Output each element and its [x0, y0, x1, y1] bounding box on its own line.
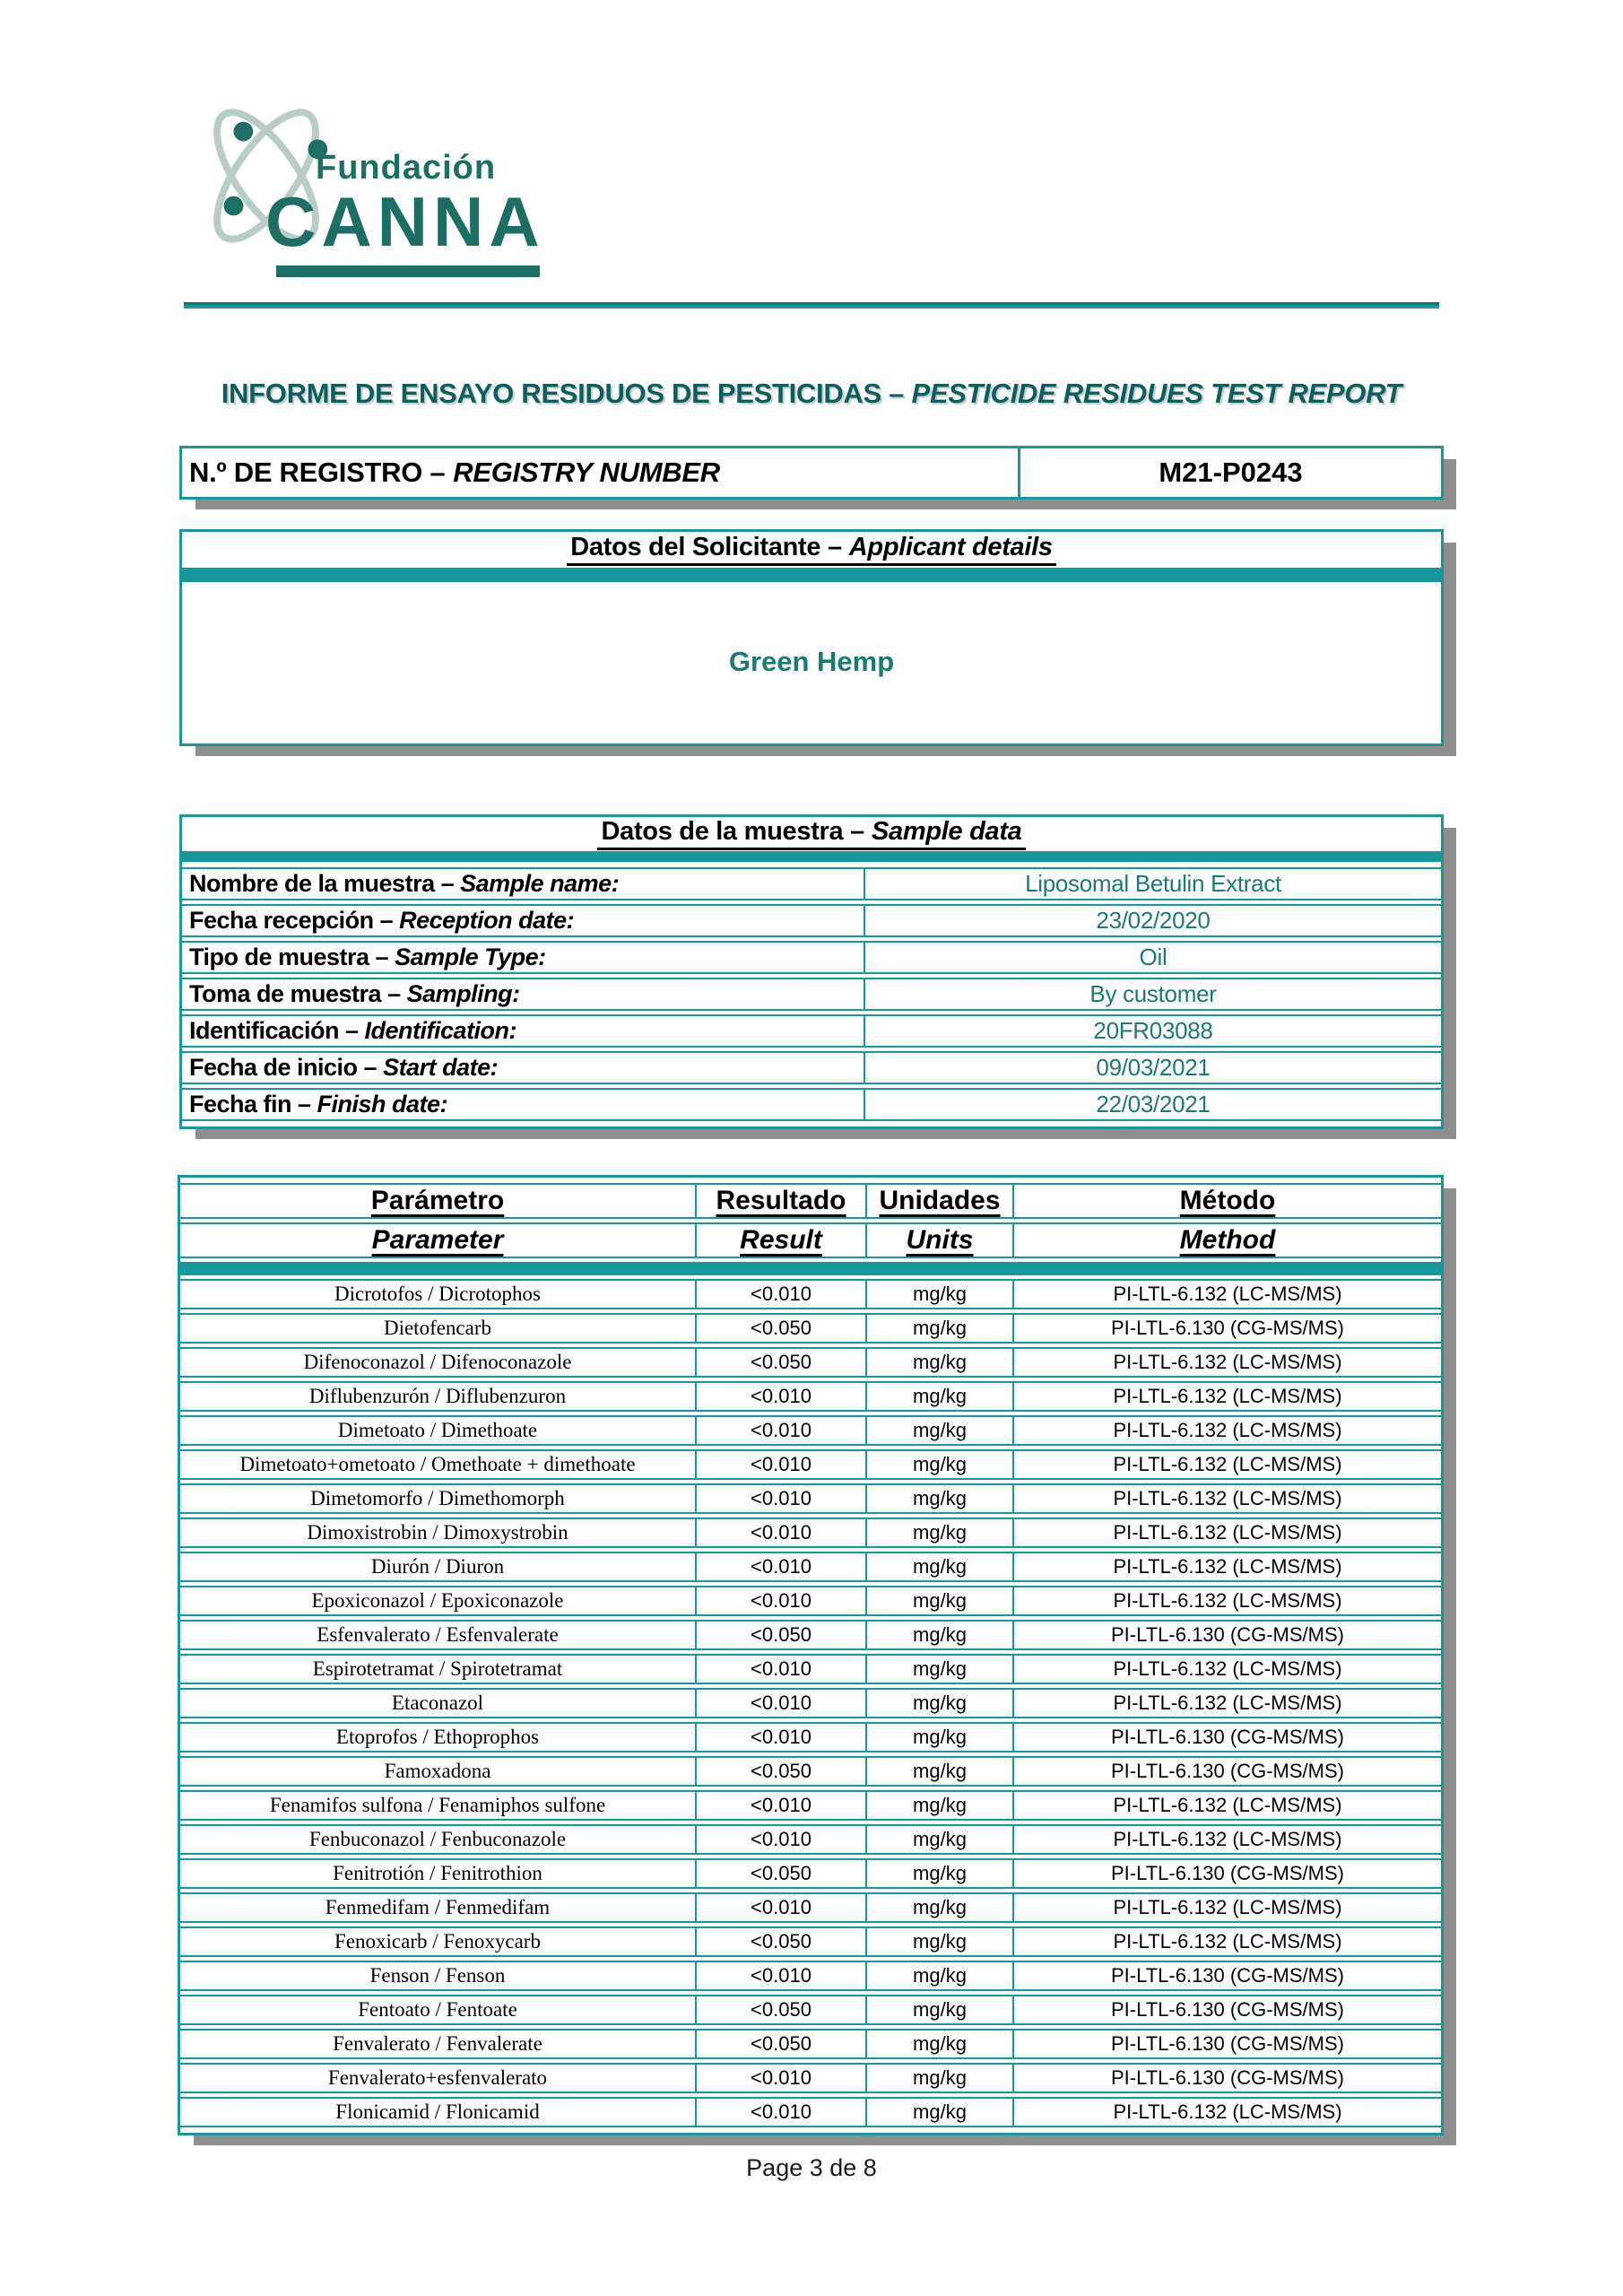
result-cell-result: <0.050 [697, 1758, 867, 1785]
result-cell-parameter: Dicrotofos / Dicrotophos [180, 1281, 697, 1308]
sample-header-bar [182, 849, 1441, 864]
column-header-metodo-text: Método [1179, 1186, 1276, 1215]
result-cell-parameter: Diflubenzurón / Diflubenzuron [180, 1383, 697, 1410]
results-table-row [180, 1552, 1441, 1582]
result-cell-method: PI-LTL-6.132 (LC-MS/MS) [1113, 1896, 1342, 1918]
column-header-units-text: Units [906, 1225, 974, 1255]
result-cell-units: mg/kg [867, 1962, 1014, 1989]
result-cell-result: <0.010 [697, 1690, 867, 1717]
sample-field-label-es: Nombre de la muestra – [189, 870, 455, 897]
result-cell-units: mg/kg [867, 1519, 1014, 1546]
result-cell-result: <0.010 [697, 1417, 867, 1444]
result-cell-units: mg/kg [867, 1656, 1014, 1683]
header-divider-rule [184, 302, 1439, 309]
result-cell-units: mg/kg [867, 2099, 1014, 2126]
results-table-row [180, 1415, 1441, 1446]
result-cell-result: <0.050 [697, 1860, 867, 1887]
result-cell-units: mg/kg [867, 1826, 1014, 1853]
result-cell-method: PI-LTL-6.132 (LC-MS/MS) [1113, 1385, 1342, 1407]
sample-field-label-es: Tipo de muestra – [189, 944, 389, 970]
sample-data-box [179, 814, 1444, 1129]
results-table-row [180, 1790, 1441, 1821]
result-cell-units: mg/kg [867, 1928, 1014, 1955]
result-cell-result: <0.010 [697, 2099, 867, 2126]
results-table-row [180, 1620, 1441, 1650]
result-cell-method: PI-LTL-6.132 (LC-MS/MS) [1113, 1453, 1342, 1475]
result-cell-units: mg/kg [867, 1417, 1014, 1444]
result-cell-method: PI-LTL-6.130 (CG-MS/MS) [1111, 1760, 1344, 1782]
results-table-row [180, 1688, 1441, 1718]
results-table-row [180, 1347, 1441, 1378]
registry-number-box [179, 446, 1444, 500]
result-cell-parameter: Dimetoato+ometoato / Omethoate + dimethoate [180, 1451, 697, 1478]
report-title-es: INFORME DE ENSAYO RESIDUOS DE PESTICIDAS – [221, 378, 905, 409]
result-cell-parameter: Fenvalerato / Fenvalerate [180, 2031, 697, 2057]
result-cell-parameter: Flonicamid / Flonicamid [180, 2099, 697, 2126]
sample-field-label-en: Sample name: [460, 870, 620, 897]
sample-field-value: 20FR03088 [1093, 1017, 1213, 1044]
applicant-title-en: Applicant details [848, 532, 1053, 561]
result-cell-units: mg/kg [867, 1622, 1014, 1648]
registry-label-es: N.º DE REGISTRO – [189, 457, 446, 488]
results-table-row [180, 1483, 1441, 1514]
result-cell-units: mg/kg [867, 1587, 1014, 1614]
result-cell-parameter: Fenvalerato+esfenvalerato [180, 2065, 697, 2092]
sample-data-row [182, 941, 1441, 974]
result-cell-parameter: Fenmedifam / Fenmedifam [180, 1894, 697, 1921]
column-header-resultado [697, 1185, 867, 1217]
result-cell-units: mg/kg [867, 1383, 1014, 1410]
result-cell-result: <0.050 [697, 1349, 867, 1376]
sample-field-label [182, 1090, 865, 1119]
results-table-row [180, 1586, 1441, 1616]
column-header-parametro [180, 1185, 697, 1217]
logo-text-canna: CANNA [265, 182, 545, 261]
result-cell-method: PI-LTL-6.132 (LC-MS/MS) [1113, 1589, 1342, 1612]
result-cell-result: <0.010 [697, 1485, 867, 1512]
sample-data-row [182, 1051, 1441, 1084]
result-cell-method: PI-LTL-6.130 (CG-MS/MS) [1111, 1623, 1344, 1646]
results-table-row [180, 1756, 1441, 1787]
result-cell-parameter: Fentoato / Fentoate [180, 1996, 697, 2023]
result-cell-method: PI-LTL-6.132 (LC-MS/MS) [1113, 1419, 1342, 1441]
result-cell-result: <0.050 [697, 1996, 867, 2023]
result-cell-parameter: Dimoxistrobin / Dimoxystrobin [180, 1519, 697, 1546]
sample-title-es: Datos de la muestra – [601, 816, 864, 846]
results-header-row-es [180, 1183, 1441, 1219]
results-table-row [180, 2029, 1441, 2059]
result-cell-result: <0.010 [697, 1962, 867, 1989]
result-cell-parameter: Etoprofos / Ethoprophos [180, 1724, 697, 1751]
result-cell-parameter: Espirotetramat / Spirotetramat [180, 1656, 697, 1683]
result-cell-method: PI-LTL-6.132 (LC-MS/MS) [1113, 2100, 1342, 2123]
results-table-row [180, 1824, 1441, 1855]
column-header-method-text: Method [1179, 1225, 1276, 1255]
sample-field-label-es: Identificación – [189, 1017, 359, 1044]
results-table-row [180, 1518, 1441, 1548]
result-cell-units: mg/kg [867, 1485, 1014, 1512]
column-header-result [697, 1224, 867, 1257]
sample-data-row [182, 1014, 1441, 1048]
results-table-row [180, 1926, 1441, 1957]
results-table-row [180, 1381, 1441, 1412]
result-cell-result: <0.010 [697, 2065, 867, 2092]
result-cell-method: PI-LTL-6.132 (LC-MS/MS) [1113, 1794, 1342, 1816]
results-table-row [180, 2097, 1441, 2127]
sample-field-label-en: Reception date: [399, 907, 575, 934]
column-header-result-text: Result [740, 1225, 822, 1255]
results-table-row [180, 1722, 1441, 1752]
sample-data-row [182, 1088, 1441, 1121]
column-header-unidades-text: Unidades [879, 1186, 1001, 1215]
result-cell-result: <0.010 [697, 1383, 867, 1410]
result-cell-parameter: Fenamifos sulfona / Fenamiphos sulfone [180, 1792, 697, 1819]
logo-underline [276, 265, 540, 277]
result-cell-result: <0.010 [697, 1724, 867, 1751]
result-cell-method: PI-LTL-6.130 (CG-MS/MS) [1111, 1998, 1344, 2021]
result-cell-result: <0.050 [697, 1315, 867, 1342]
result-cell-result: <0.010 [697, 1894, 867, 1921]
column-header-parameter-text: Parameter [371, 1225, 504, 1255]
results-table-row [180, 1995, 1441, 2025]
sample-field-value: Oil [1139, 944, 1167, 970]
result-cell-parameter: Dietofencarb [180, 1315, 697, 1342]
result-cell-result: <0.050 [697, 1928, 867, 1955]
result-cell-parameter: Esfenvalerato / Esfenvalerate [180, 1622, 697, 1648]
report-title-en: PESTICIDE RESIDUES TEST REPORT [911, 378, 1402, 409]
applicant-header-bar [182, 566, 1441, 584]
result-cell-method: PI-LTL-6.132 (LC-MS/MS) [1113, 1930, 1342, 1952]
result-cell-method: PI-LTL-6.132 (LC-MS/MS) [1113, 1351, 1342, 1373]
results-table-row [180, 2063, 1441, 2093]
result-cell-result: <0.010 [697, 1281, 867, 1308]
result-cell-method: PI-LTL-6.130 (CG-MS/MS) [1111, 1726, 1344, 1748]
result-cell-result: <0.050 [697, 2031, 867, 2057]
result-cell-method: PI-LTL-6.132 (LC-MS/MS) [1113, 1283, 1342, 1305]
result-cell-result: <0.010 [697, 1519, 867, 1546]
result-cell-method: PI-LTL-6.132 (LC-MS/MS) [1113, 1657, 1342, 1680]
sample-title-en: Sample data [871, 816, 1022, 846]
result-cell-parameter: Difenoconazol / Difenoconazole [180, 1349, 697, 1376]
result-cell-units: mg/kg [867, 1690, 1014, 1717]
result-cell-parameter: Fenoxicarb / Fenoxycarb [180, 1928, 697, 1955]
result-cell-parameter: Dimetoato / Dimethoate [180, 1417, 697, 1444]
applicant-title-es: Datos del Solicitante – [570, 532, 842, 561]
results-table-row [180, 1858, 1441, 1889]
result-cell-method: PI-LTL-6.132 (LC-MS/MS) [1113, 1555, 1342, 1578]
sample-field-label-en: Sample Type: [395, 944, 546, 970]
result-cell-units: mg/kg [867, 1281, 1014, 1308]
sample-field-value: 22/03/2021 [1096, 1091, 1211, 1118]
sample-field-label [182, 943, 865, 972]
sample-field-label-es: Fecha fin – [189, 1091, 311, 1118]
sample-field-value: Liposomal Betulin Extract [1025, 870, 1281, 897]
sample-field-label-en: Start date: [383, 1054, 499, 1081]
result-cell-units: mg/kg [867, 1758, 1014, 1785]
result-cell-units: mg/kg [867, 1894, 1014, 1921]
result-cell-method: PI-LTL-6.130 (CG-MS/MS) [1111, 2032, 1344, 2055]
result-cell-parameter: Fenbuconazol / Fenbuconazole [180, 1826, 697, 1853]
sample-field-label [182, 1016, 865, 1046]
registry-value: M21-P0243 [1159, 457, 1303, 488]
result-cell-method: PI-LTL-6.130 (CG-MS/MS) [1111, 1862, 1344, 1884]
result-cell-parameter: Fenitrotión / Fenitrothion [180, 1860, 697, 1887]
result-cell-units: mg/kg [867, 1724, 1014, 1751]
result-cell-units: mg/kg [867, 1553, 1014, 1580]
result-cell-units: mg/kg [867, 1792, 1014, 1819]
column-header-units [867, 1224, 1014, 1257]
result-cell-result: <0.010 [697, 1553, 867, 1580]
result-cell-parameter: Epoxiconazol / Epoxiconazole [180, 1587, 697, 1614]
sample-box-title [182, 817, 1441, 849]
results-table-row [180, 1313, 1441, 1344]
result-cell-method: PI-LTL-6.130 (CG-MS/MS) [1111, 1964, 1344, 1987]
sample-field-label-es: Toma de muestra – [189, 980, 401, 1007]
column-header-metodo [1014, 1185, 1441, 1217]
results-table-row [180, 1961, 1441, 1991]
column-header-parameter [180, 1224, 697, 1257]
result-cell-method: PI-LTL-6.132 (LC-MS/MS) [1113, 1521, 1342, 1544]
result-cell-method: PI-LTL-6.132 (LC-MS/MS) [1113, 1487, 1342, 1509]
result-cell-units: mg/kg [867, 2031, 1014, 2057]
applicant-box-title-text [567, 533, 1055, 566]
sample-box-title-text [597, 817, 1025, 850]
sample-field-label-en: Finish date: [317, 1091, 448, 1118]
registry-label [182, 448, 1020, 497]
column-header-unidades [867, 1185, 1014, 1217]
registry-label-en: REGISTRY NUMBER [453, 457, 720, 488]
result-cell-units: mg/kg [867, 1451, 1014, 1478]
pesticide-results-table [178, 1175, 1444, 2135]
sample-field-label-es: Fecha de inicio – [189, 1054, 378, 1081]
result-cell-result: <0.010 [697, 1451, 867, 1478]
report-title [184, 378, 1439, 410]
results-header-bar [180, 1262, 1441, 1275]
result-cell-units: mg/kg [867, 2065, 1014, 2092]
sample-field-label [182, 979, 865, 1009]
result-cell-method: PI-LTL-6.132 (LC-MS/MS) [1113, 1828, 1342, 1850]
result-cell-result: <0.010 [697, 1587, 867, 1614]
sample-field-label [182, 1053, 865, 1083]
result-cell-parameter: Fenson / Fenson [180, 1962, 697, 1989]
sample-field-label-en: Identification: [364, 1017, 517, 1044]
result-cell-result: <0.010 [697, 1656, 867, 1683]
sample-field-value: By customer [1089, 980, 1217, 1007]
applicant-body [182, 584, 1441, 745]
result-cell-result: <0.050 [697, 1622, 867, 1648]
results-table-row [180, 1449, 1441, 1480]
column-header-method [1014, 1224, 1441, 1257]
applicant-name: Green Hemp [728, 646, 895, 677]
result-cell-method: PI-LTL-6.130 (CG-MS/MS) [1111, 1317, 1344, 1339]
result-cell-units: mg/kg [867, 1860, 1014, 1887]
applicant-details-box [179, 529, 1444, 746]
sample-field-label [182, 869, 865, 899]
logo-text-fundacion: Fundación [316, 149, 497, 187]
sample-field-label-es: Fecha recepción – [189, 907, 394, 934]
result-cell-parameter: Etaconazol [180, 1690, 697, 1717]
sample-data-row [182, 867, 1441, 900]
results-table-row [180, 1892, 1441, 1923]
sample-field-value: 09/03/2021 [1096, 1054, 1211, 1081]
results-header-row-en [180, 1222, 1441, 1258]
results-table-row [180, 1654, 1441, 1684]
result-cell-units: mg/kg [867, 1315, 1014, 1342]
page-number-footer: Page 3 de 8 [746, 2154, 877, 2181]
result-cell-parameter: Dimetomorfo / Dimethomorph [180, 1485, 697, 1512]
result-cell-parameter: Famoxadona [180, 1758, 697, 1785]
result-cell-method: PI-LTL-6.130 (CG-MS/MS) [1111, 2066, 1344, 2089]
result-cell-parameter: Diurón / Diuron [180, 1553, 697, 1580]
sample-data-row [182, 904, 1441, 937]
result-cell-units: mg/kg [867, 1996, 1014, 2023]
result-cell-result: <0.010 [697, 1826, 867, 1853]
column-header-parametro-text: Parámetro [370, 1186, 505, 1215]
applicant-box-title [182, 532, 1441, 566]
result-cell-units: mg/kg [867, 1349, 1014, 1376]
column-header-resultado-text: Resultado [716, 1186, 846, 1215]
result-cell-method: PI-LTL-6.132 (LC-MS/MS) [1113, 1692, 1342, 1714]
sample-data-row [182, 978, 1441, 1011]
sample-field-label-en: Sampling: [406, 980, 520, 1007]
sample-field-label [182, 906, 865, 935]
sample-field-value: 23/02/2020 [1096, 907, 1211, 934]
result-cell-result: <0.010 [697, 1792, 867, 1819]
results-table-row [180, 1279, 1441, 1309]
